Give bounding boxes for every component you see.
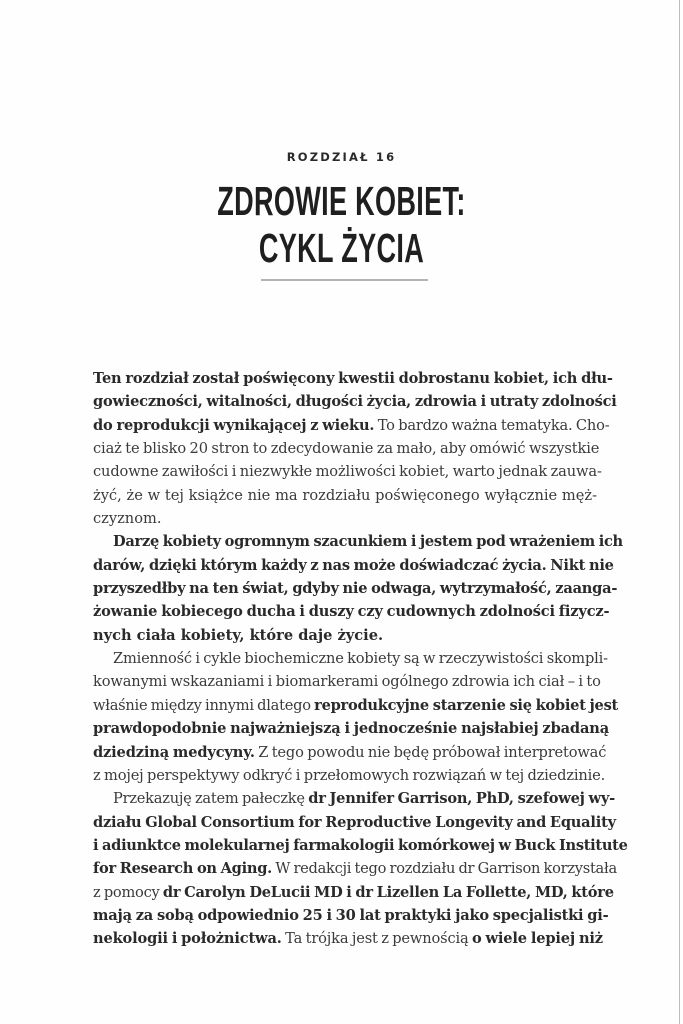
bold-text: nych ciała kobiety, które daje życie. [93,626,384,644]
text-line [93,624,597,647]
bold-text: działu Global Consortium for Reproductive Longevity and Equality [93,813,616,831]
regular-text: To bardzo ważna tematyka. Cho- [374,416,610,434]
bold-text: o wiele lepiej niż [472,930,603,948]
bold-text: dr Carolyn DeLucii MD i dr Lizellen La Follette, MD, które [162,883,614,901]
text-line [93,530,623,553]
bold-text: for Research on Aging. [93,860,272,878]
regular-text: Zmienność i cykle biochemiczne kobiety są w rzeczywistości skompli- [113,650,608,668]
regular-text: Z tego powodu nie będę próbował interpretować [254,743,607,761]
text-line [93,834,628,857]
chapter-title-line-2: CYKL ŻYCIA [258,225,425,271]
regular-text: Ta trójka jest z pewnością [281,930,472,948]
paragraph [93,647,619,787]
bold-text: gowieczności, witalności, długości życia, zdrowia i utraty zdolności [93,393,617,411]
bold-text: dr Jennifer Garrison, PhD, szefowej wy- [308,790,615,808]
text-line [93,857,617,880]
paragraph [93,367,617,530]
text-line [93,717,610,740]
text-line [93,647,608,670]
chapter-title-line-1: ZDROWIE KOBIET: [217,178,466,224]
text-line [93,670,601,693]
text-line [93,507,597,530]
paragraph [93,787,628,950]
chapter-title [0,178,683,272]
bold-text: Ten rozdział został poświęcony kwestii dobrostanu kobiet, ich dłu- [93,370,613,387]
text-line [93,764,606,787]
regular-text: z mojej perspektywy odkryć i przełomowych rozwiązań w tej dziedzinie. [93,766,606,784]
text-line [93,484,597,507]
bold-text: prawdopodobnie najważniejszą i jednocześnie najsłabiej zbadaną [93,720,610,738]
regular-text: czyznom. [93,510,162,528]
bold-text: dziedziną medycyny. [93,743,255,761]
text-line [93,811,616,834]
text-line [93,787,615,810]
text-line [93,881,614,904]
regular-text: żyć, że w tej książce nie ma rozdziału poświęconego wyłącznie męż- [93,486,597,504]
text-line [93,367,613,390]
text-line [93,694,619,717]
regular-text: cudowne zawiłości i niezwykłe możliwości kobiet, warto jednak zauwa- [93,463,602,481]
regular-text: kowanymi wskazaniami i biomarkerami ogólnego zdrowia ich ciał – i to [93,673,601,691]
bold-text: żowanie kobiecego ducha i duszy czy cudownych zdolności fizycz- [93,603,610,621]
bold-text: Darzę kobiety ogromnym szacunkiem i jestem pod wrażeniem ich [113,533,623,551]
text-line [93,600,610,623]
regular-text: ciaż te blisko 20 stron to zdecydowanie za mało, aby omówić wszystkie [93,440,600,458]
regular-text: z pomocy [93,883,163,901]
chapter-label: ROZDZIAŁ 16 [286,150,397,164]
bold-text: reprodukcyjne starzenie się kobiet jest [314,696,619,714]
text-line [93,390,617,413]
regular-text: W redakcji tego rozdziału dr Garrison korzystała [271,860,617,878]
text-line [93,460,602,483]
bold-text: darów, dzięki którym każdy z nas może doświadczać życia. Nikt nie [93,556,614,574]
bold-text: przyszedłby na ten świat, gdyby nie odwaga, wytrzymałość, zaanga- [93,580,618,598]
title-divider [261,279,428,281]
text-line [93,437,600,460]
regular-text: właśnie między innymi dlatego [93,696,315,714]
paragraph [93,530,623,647]
text-line [93,741,607,764]
body-text [93,367,628,951]
regular-text: Przekazuję zatem pałeczkę [113,790,309,808]
text-line [93,927,603,950]
bold-text: i adiunktce molekularnej farmakologii komórkowej w Buck Institute [93,836,628,854]
text-line [93,904,609,927]
text-line [93,554,614,577]
bold-text: do reprodukcji wynikającej z wieku. [93,416,375,434]
bold-text: mają za sobą odpowiednio 25 i 30 lat praktyki jako specjalistki gi- [93,906,609,924]
bold-text: nekologii i położnictwa. [93,930,282,948]
text-line [93,577,618,600]
text-line [93,414,610,437]
